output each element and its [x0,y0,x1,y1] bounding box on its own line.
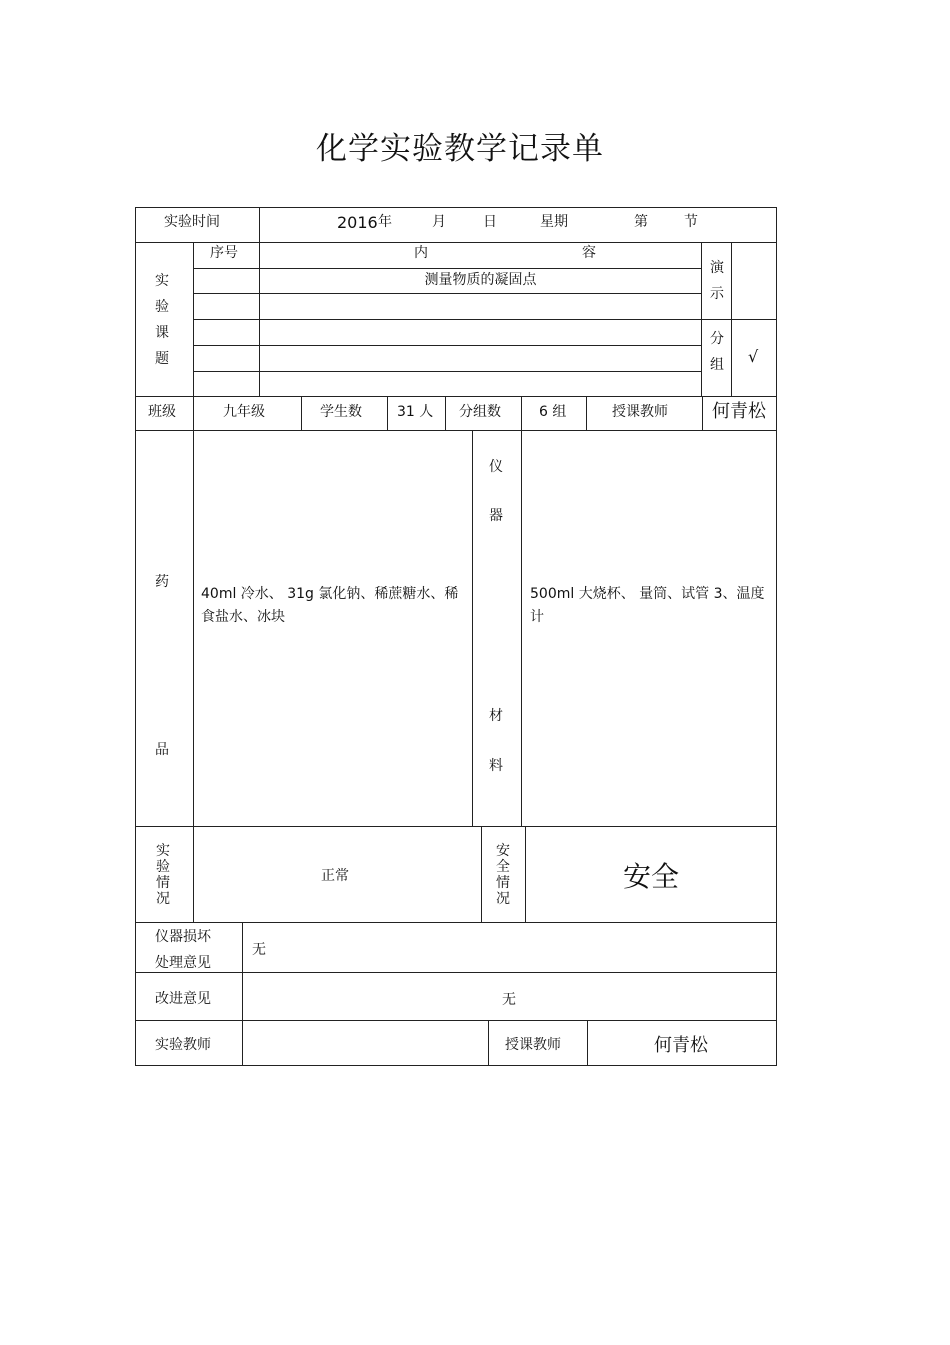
safety-status-label: 安 全 情 况 [496,843,510,907]
students-value: 31 人 [397,404,434,420]
footer-teacher-label: 授课教师 [505,1037,561,1053]
demo-label: 演 示 [710,260,724,302]
topic-label: 实 验 课 题 [155,273,169,367]
time-label: 实验时间 [164,214,220,230]
group-label: 分 组 [710,331,724,373]
students-label: 学生数 [320,404,362,420]
page-title: 化学实验教学记录单 [316,131,604,167]
content-header-right: 容 [582,245,596,261]
group-mark: √ [748,347,759,366]
period-prefix: 第 [634,214,648,230]
drug-list: 40ml 冷水、 31g 氯化钠、稀蔗糖水、稀食盐水、冰块 [201,586,459,625]
period-suffix: 节 [684,214,698,230]
safety-status-value: 安全 [623,860,680,893]
damage-label-line1: 仪器损坏 [155,929,211,945]
drug-label-bottom: 品 [155,742,169,758]
damage-label-line2: 处理意见 [155,955,211,971]
equip-label-1: 仪 [489,459,503,475]
month-label: 月 [432,214,446,230]
class-value: 九年级 [223,404,265,420]
seq-header: 序号 [210,245,238,261]
equip-label-3: 材 [489,708,503,724]
improve-value: 无 [502,992,516,1008]
lab-teacher-label: 实验教师 [155,1037,211,1053]
groups-value: 6 组 [539,404,567,420]
damage-value: 无 [252,942,266,958]
weekday-label: 星期 [540,214,568,230]
equip-label-4: 料 [489,758,503,774]
improve-label: 改进意见 [155,991,211,1007]
exp-status-label: 实 验 情 况 [156,843,170,907]
equip-list: 500ml 大烧杯、 量筒、试管 3、温度计 [530,586,765,625]
year-suffix: 年 [378,214,392,230]
content-header-left: 内 [414,245,428,261]
teacher-value: 何青松 [712,401,766,422]
equip-label-2: 器 [489,508,503,524]
footer-teacher-value: 何青松 [654,1035,708,1056]
drug-label-top: 药 [155,574,169,590]
class-label: 班级 [148,404,176,420]
year-value: 2016 [337,213,378,232]
day-label: 日 [483,214,497,230]
groups-label: 分组数 [459,404,501,420]
teacher-label: 授课教师 [612,404,668,420]
exp-status-value: 正常 [321,868,349,884]
topic-item-1: 测量物质的凝固点 [424,272,537,288]
